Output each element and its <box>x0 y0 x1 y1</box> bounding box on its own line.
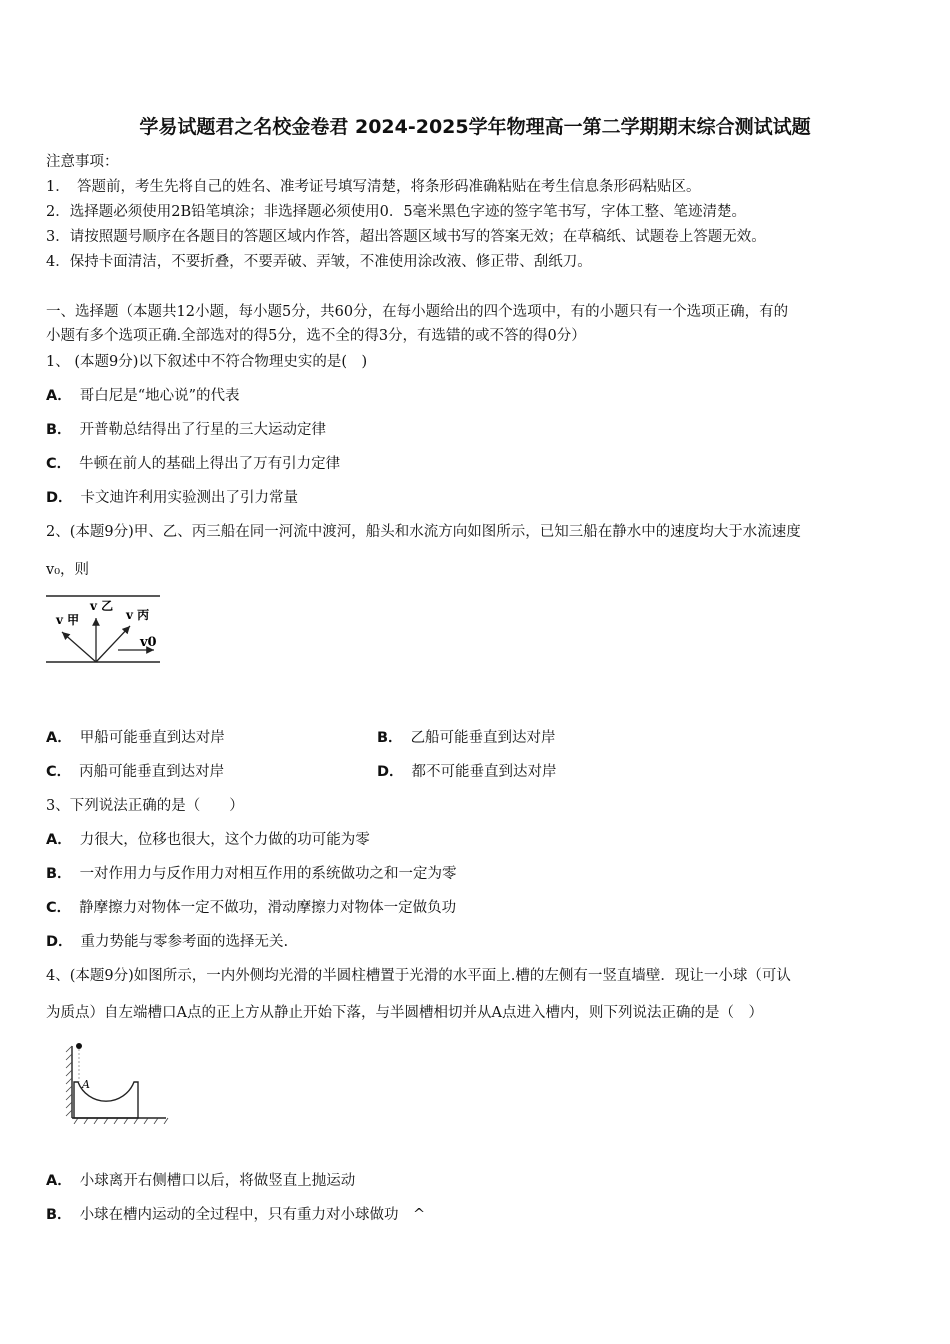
ball <box>76 1043 82 1049</box>
q4-option-b <box>46 1205 425 1225</box>
option-text: 小球离开右侧槽口以后，将做竖直上抛运动 <box>79 1173 356 1189</box>
v0-label: v0 <box>140 635 157 650</box>
q3-stem: 3、下列说法正确的是（ ） <box>46 798 244 814</box>
section-heading-line-1: 一、选择题（本题共12小题，每小题5分，共60分，在每小题给出的四个选项中，有的小题只有一个选项正确，有的 <box>46 304 789 320</box>
option-letter: B． <box>46 866 72 882</box>
q4-stem-line-2: 为质点）自左端槽口A点的正上方从静止开始下落，与半圆槽相切并从A点进入槽内，则下列说法正确的是（ ） <box>46 1005 763 1021</box>
q3-option-a <box>46 830 370 850</box>
q1-option-c <box>46 454 340 474</box>
q1-option-b <box>46 420 326 440</box>
q2-option-a <box>46 728 225 748</box>
notice-heading: 注意事项： <box>46 154 119 170</box>
q2-option-c <box>46 762 224 782</box>
option-text: 一对作用力与反作用力对相互作用的系统做功之和一定为零 <box>79 866 457 882</box>
option-text: 卡文迪许利用实验测出了引力常量 <box>80 490 299 506</box>
notice-item-2: 2．选择题必须使用2B铅笔填涂；非选择题必须使用0．5毫米黑色字迹的签字笔书写，字体工整、笔迹清楚。 <box>46 204 747 220</box>
q3-option-b <box>46 864 457 884</box>
option-text: 静摩擦力对物体一定不做功，滑动摩擦力对物体一定做负功 <box>79 900 457 916</box>
v-yi-label: v 乙 <box>90 599 114 613</box>
point-a-label: A <box>82 1078 90 1091</box>
option-letter: A． <box>46 388 72 404</box>
q1-option-d <box>46 488 298 508</box>
ground-hatch <box>74 1118 168 1124</box>
option-letter: A． <box>46 832 72 848</box>
option-letter: A． <box>46 1173 72 1189</box>
option-letter: C． <box>46 456 72 472</box>
q3-option-c <box>46 898 456 918</box>
option-letter: B． <box>377 730 403 746</box>
option-letter: C． <box>46 900 72 916</box>
q4-option-a <box>46 1171 355 1191</box>
option-letter: D． <box>46 934 73 950</box>
option-letter: B． <box>46 1207 72 1223</box>
q3-option-d <box>46 932 288 952</box>
option-letter: D． <box>377 764 404 780</box>
notice-item-1: 1． 答题前，考生先将自己的姓名、准考证号填写清楚，将条形码准确粘贴在考生信息条形码粘贴区。 <box>46 179 701 195</box>
boats-river-figure <box>44 592 164 668</box>
q1-option-a <box>46 386 240 406</box>
q4-stem-line-1: 4、(本题9分)如图所示，一内外侧均光滑的半圆柱槽置于光滑的水平面上.槽的左侧有一竖直墙壁．现让一小球（可认 <box>46 968 791 984</box>
option-letter: A． <box>46 730 72 746</box>
option-text: 丙船可能垂直到达对岸 <box>79 764 225 780</box>
q2-option-d <box>377 762 557 782</box>
option-text: 甲船可能垂直到达对岸 <box>79 730 225 746</box>
half-cylinder-groove-figure <box>64 1038 170 1124</box>
notice-item-4: 4．保持卡面清洁，不要折叠，不要弄破、弄皱，不准使用涂改液、修正带、刮纸刀。 <box>46 254 592 270</box>
q1-stem: 1、 (本题9分)以下叙述中不符合物理史实的是( ) <box>46 354 368 370</box>
v-jia-label: v 甲 <box>56 613 80 627</box>
option-text: 开普勒总结得出了行星的三大运动定律 <box>79 422 327 438</box>
v-bing-label: v 丙 <box>126 608 150 622</box>
option-letter: B． <box>46 422 72 438</box>
q2-stem-line-1: 2、(本题9分)甲、乙、丙三船在同一河流中渡河，船头和水流方向如图所示，已知三船在静水中的速度均大于水流速度 <box>46 524 801 540</box>
option-letter: C． <box>46 764 72 780</box>
option-text: 牛顿在前人的基础上得出了万有引力定律 <box>79 456 341 472</box>
option-text: 小球在槽内运动的全过程中，只有重力对小球做功 ^ <box>79 1207 426 1223</box>
q2-stem-line-2: v₀，则 <box>46 562 90 578</box>
option-text: 乙船可能垂直到达对岸 <box>410 730 556 746</box>
option-text: 力很大，位移也很大，这个力做的功可能为零 <box>79 832 370 848</box>
option-text: 都不可能垂直到达对岸 <box>411 764 557 780</box>
page-title: 学易试题君之名校金卷君 2024-2025学年物理高一第二学期期末综合测试试题 <box>139 116 811 138</box>
v-jia-arrow <box>62 632 96 662</box>
notice-item-3: 3．请按照题号顺序在各题目的答题区域内作答，超出答题区域书写的答案无效；在草稿纸、试题卷上答题无效。 <box>46 229 766 245</box>
option-text: 哥白尼是“地心说”的代表 <box>79 388 240 404</box>
q2-option-b <box>377 728 556 748</box>
option-text: 重力势能与零参考面的选择无关. <box>80 934 289 950</box>
section-heading-line-2: 小题有多个选项正确.全部选对的得5分，选不全的得3分，有选错的或不答的得0分） <box>46 328 586 344</box>
option-letter: D． <box>46 490 73 506</box>
wall-hatch <box>66 1046 72 1116</box>
v-bing-arrow <box>96 626 130 662</box>
